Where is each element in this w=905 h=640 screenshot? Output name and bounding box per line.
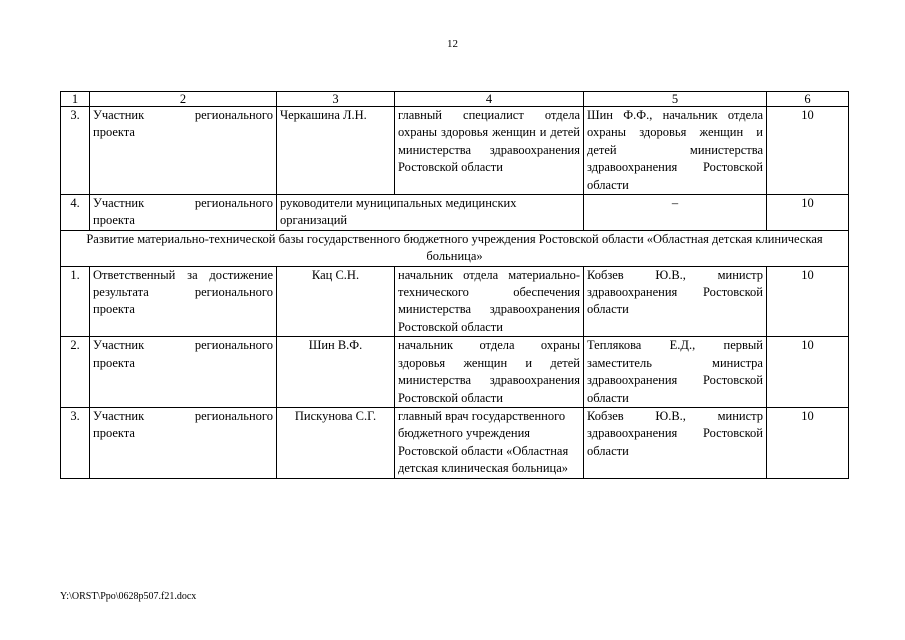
page-number: 12 [447, 38, 458, 50]
header-cell-5: 5 [584, 92, 767, 107]
row-number: 4. [61, 195, 90, 231]
load-cell: 10 [767, 266, 849, 337]
load-cell: 10 [767, 195, 849, 231]
header-cell-6: 6 [767, 92, 849, 107]
supervisor-cell: Теплякова Е.Д., первый заместитель министра здравоохранения Ростовской области [584, 337, 767, 408]
table-row [61, 107, 849, 195]
name-cell: Кац С.Н. [277, 266, 395, 337]
role-cell [90, 337, 277, 408]
supervisor-cell: Шин Ф.Ф., начальник отдела охраны здоровья женщин и детей министерства здравоохранения Ростовской области [584, 107, 767, 195]
role-word: регионального [194, 108, 273, 122]
name-cell: Черкашина Л.Н. [277, 107, 395, 195]
position-cell: главный врач государственного бюджетного учреждения Ростовской области «Областная детская клиническая больница» [395, 407, 584, 478]
role-word: проекта [93, 426, 135, 441]
load-cell: 10 [767, 337, 849, 408]
load-cell: 10 [767, 107, 849, 195]
supervisor-cell: Кобзев Ю.В., министр здравоохранения Ростовской области [584, 266, 767, 337]
header-cell-2: 2 [90, 92, 277, 107]
table-row [61, 337, 849, 408]
role-word: проекта [93, 355, 135, 370]
role-word: проекта [93, 125, 135, 140]
role-cell: Ответственный за достижение результата регионального проекта [90, 266, 277, 337]
role-word: Участник [93, 338, 145, 353]
row-number: 2. [61, 337, 90, 408]
name-cell: Пискунова С.Г. [277, 407, 395, 478]
row-number: 3. [61, 407, 90, 478]
merged-name-position-cell: руководители муниципальных медицинских организаций [277, 195, 584, 231]
role-word: Участник [93, 108, 145, 122]
row-number: 3. [61, 107, 90, 195]
section-header-row [61, 230, 849, 266]
table-row [61, 407, 849, 478]
table-row [61, 195, 849, 231]
role-word: регионального [194, 196, 273, 211]
role-word: проекта [93, 213, 135, 228]
supervisor-cell: Кобзев Ю.В., министр здравоохранения Ростовской области [584, 407, 767, 478]
position-cell: главный специалист отдела охраны здоровья женщин и детей министерства здравоохранения Ростовской области [395, 107, 584, 195]
header-cell-4: 4 [395, 92, 584, 107]
name-cell: Шин В.Ф. [277, 337, 395, 408]
role-word: Участник [93, 408, 145, 423]
supervisor-cell: – [584, 195, 767, 231]
role-cell [90, 107, 277, 195]
section-title: Развитие материально-технической базы государственного бюджетного учреждения Ростовской области «Областная детская клиническая больница» [61, 230, 849, 266]
role-word: регионального [194, 408, 273, 423]
position-cell: начальник отдела охраны здоровья женщин и детей министерства здравоохранения Ростовской области [395, 337, 584, 408]
role-cell [90, 407, 277, 478]
table-row [61, 266, 849, 337]
file-path-footer: Y:\ORST\Ppo\0628p507.f21.docx [60, 591, 197, 602]
role-cell [90, 195, 277, 231]
load-cell: 10 [767, 407, 849, 478]
participants-table [60, 91, 849, 479]
header-cell-1: 1 [61, 92, 90, 107]
role-word: регионального [194, 338, 273, 353]
position-cell: начальник отдела материально-технического обеспечения министерства здравоохранения Ростовской области [395, 266, 584, 337]
row-number: 1. [61, 266, 90, 337]
header-row [61, 92, 849, 107]
header-cell-3: 3 [277, 92, 395, 107]
role-word: Участник [93, 196, 145, 211]
